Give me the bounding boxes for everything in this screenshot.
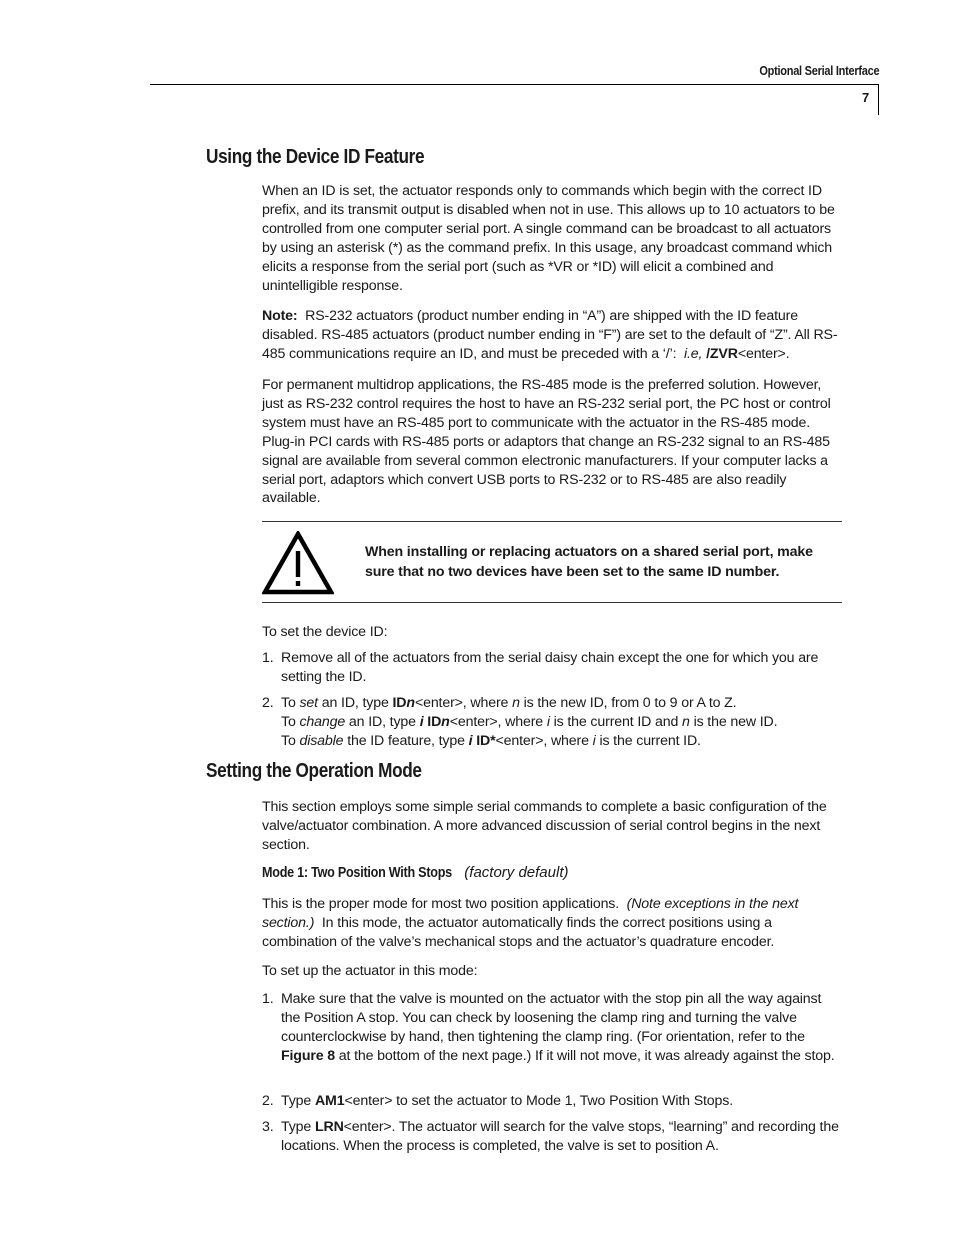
device-id-intro-paragraph: When an ID is set, the actuator responds only to commands which begin with the correct ID prefix, and its transmit output is disabled when not in use. This allows up to 10 actuators to be controlled from one computer serial port. A single command can be broadcast to all actuators by using an asterisk (*) as the command prefix. In this usage, any broadcast command which elicits a response from the serial port (such as *VR or *ID) will elicit a combined and unintelligible response.	[262, 183, 835, 294]
figure-reference: Figure 8	[281, 1047, 335, 1064]
disable-id-line: To disable the ID feature, type i ID*<enter>, where i is the current ID.	[281, 732, 701, 749]
list-number: 2.	[262, 1093, 274, 1109]
list-number: 2.	[262, 695, 274, 711]
note-label: Note:	[262, 308, 298, 324]
section-heading-operation-mode: Setting the Operation Mode	[206, 760, 422, 782]
header-vertical-rule	[878, 84, 879, 115]
change-id-line: To change an ID, type i IDn<enter>, where i is the current ID and n is the new ID.	[281, 713, 778, 730]
list-text: Remove all of the actuators from the serial daisy chain except the one for which you are setting the ID.	[281, 650, 819, 685]
list-number: 3.	[262, 1119, 274, 1135]
section-heading-device-id: Using the Device ID Feature	[206, 146, 425, 168]
to-set-device-id: To set the device ID:	[262, 624, 388, 640]
command-am1: AM1	[314, 1093, 345, 1109]
list-text: Make sure that the valve is mounted on the actuator with the stop pin all the way against the Position A stop. You can check by loosening the clamp ring and turning the valve counterclockwise by hand, then tightening the clamp ring. (For orientation, refer to the Figure 8 at the bottom of the next page.) If it will not move, it was already against the stop.	[281, 991, 835, 1064]
list-number: 1.	[262, 650, 274, 666]
mode-title: Mode 1: Two Position With Stops	[262, 864, 452, 881]
warning-bottom-rule	[262, 602, 842, 603]
multidrop-paragraph: For permanent multidrop applications, the RS-485 mode is the preferred solution. However, just as RS-232 control requires the host to have an RS-232 serial port, the PC host or control system must have an RS-485 port to communicate with the actuator in the RS-485 mode. Plug-in PCI cards with RS-485 ports or adaptors that change an RS-232 signal to an RS-485 signal are available from several common electronic manufacturers. If your computer lacks a serial port, adaptors which convert USB ports to RS-232 or to RS-485 are also readily available.	[262, 377, 831, 507]
mode-1-paragraph: This is the proper mode for most two position applications. (Note exceptions in the next section.) In this mode, the actuator automatically finds the correct positions using a combination of the valve’s mechanical stops and the actuator’s quadrature encoder.	[262, 896, 799, 950]
operation-mode-intro: This section employs some simple serial commands to complete a basic configuration of the valve/actuator combination. A more advanced discussion of serial control begins in the next section.	[262, 799, 827, 853]
warning-message: When installing or replacing actuators on a shared serial port, make sure that no two devices have been set to the same ID number.	[365, 544, 813, 580]
set-id-line: To set an ID, type IDn<enter>, where n is the new ID, from 0 to 9 or A to Z.	[281, 695, 737, 711]
mode-note: (Note exceptions in the next section.)	[262, 896, 799, 931]
list-text: Type AM1<enter> to set the actuator to Mode 1, Two Position With Stops.	[281, 1093, 734, 1109]
list-text: Type LRN<enter>. The actuator will search for the valve stops, “learning” and recording the locations. When the process is completed, the valve is set to position A.	[281, 1119, 839, 1154]
list-number: 1.	[262, 991, 274, 1007]
warning-top-rule	[262, 521, 842, 522]
note-text: RS-232 actuators (product number ending in “A”) are shipped with the ID feature disabled. RS-485 actuators (product number ending in “F”) are set to the default of “Z”. All RS-485 communications require an ID, and must be preceded with a ‘/’:	[262, 308, 838, 362]
list-text	[281, 694, 841, 751]
note-paragraph	[262, 307, 842, 364]
note-ie: i.e,	[683, 345, 703, 362]
command-lrn: LRN	[314, 1119, 344, 1135]
warning-triangle-icon	[262, 531, 334, 595]
mode-subtitle: (factory default)	[464, 864, 569, 881]
running-header: Optional Serial Interface	[759, 64, 879, 78]
to-set-up-actuator: To set up the actuator in this mode:	[262, 963, 478, 979]
header-rule	[150, 84, 879, 85]
mode-1-subheading	[262, 864, 569, 881]
page-number: 7	[862, 90, 870, 105]
note-command: /ZVR	[706, 345, 738, 362]
note-tail: <enter>.	[737, 345, 790, 362]
